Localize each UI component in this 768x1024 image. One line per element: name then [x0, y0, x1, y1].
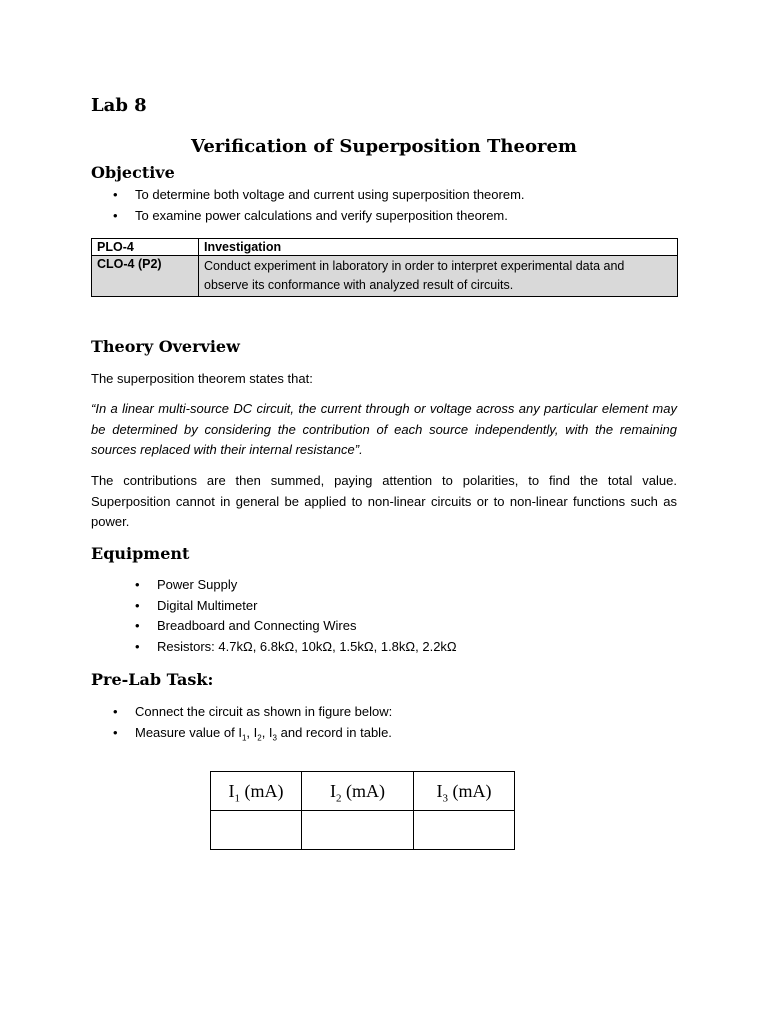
table-header-row	[211, 772, 515, 811]
prelab-item	[91, 723, 392, 744]
header-subscript: 2	[336, 792, 342, 805]
objective-item: • To examine power calculations and verify superposition theorem.	[91, 206, 525, 227]
column-header	[414, 772, 515, 811]
equipment-list	[113, 575, 457, 657]
header-symbol: I	[228, 780, 235, 801]
table-row	[92, 256, 678, 297]
table-row	[211, 811, 515, 850]
header-unit: (mA)	[341, 780, 385, 801]
table-cell	[211, 811, 302, 850]
subscript: 3	[272, 733, 277, 743]
table-row	[92, 239, 678, 256]
theory-quote: “In a linear multi-source DC circuit, the current through or voltage across any particular element may be determined by considering the contribution of each source independently, with the remaining sources replaced with their internal resistance”.	[91, 401, 677, 457]
prelab-text: and record in table.	[277, 724, 392, 740]
theory-body: The contributions are then summed, paying attention to polarities, to find the total value. Superposition cannot in general be applied to non-linear circuits or to non-linear functions such as power.	[91, 473, 677, 529]
header-unit: (mA)	[448, 780, 492, 801]
equipment-item: • Resistors: 4.7kΩ, 6.8kΩ, 10kΩ, 1.5kΩ, 1.8kΩ, 2.2kΩ	[113, 637, 457, 658]
objective-heading: Objective	[91, 163, 175, 182]
subscript: 2	[257, 733, 262, 743]
equipment-item: • Breadboard and Connecting Wires	[113, 616, 457, 637]
outcomes-table	[91, 238, 678, 297]
document-title: Verification of Superposition Theorem	[191, 136, 577, 157]
table-cell	[302, 811, 414, 850]
equipment-heading: Equipment	[91, 544, 190, 563]
column-header	[211, 772, 302, 811]
subscript: 1	[241, 733, 247, 743]
prelab-text: , I	[246, 724, 258, 740]
outcome-text: Conduct experiment in laboratory in order to interpret experimental data and observe its conformance with analyzed result of circuits.	[199, 256, 678, 297]
objective-list	[91, 185, 525, 226]
prelab-list	[91, 702, 392, 743]
header-subscript: 1	[234, 792, 240, 805]
theory-intro: The superposition theorem states that:	[91, 371, 313, 386]
header-symbol: I	[436, 780, 443, 801]
prelab-heading: Pre-Lab Task:	[91, 670, 214, 689]
outcome-code: PLO-4	[92, 239, 199, 256]
column-header	[302, 772, 414, 811]
equipment-item: • Digital Multimeter	[113, 596, 457, 617]
prelab-text: Measure value of I	[135, 724, 242, 740]
header-subscript: 3	[442, 792, 448, 805]
lab-label: Lab 8	[91, 95, 147, 116]
header-symbol: I	[330, 780, 336, 801]
prelab-text: , I	[261, 724, 273, 740]
theory-heading: Theory Overview	[91, 337, 240, 356]
header-unit: (mA)	[240, 780, 284, 801]
outcome-text: Investigation	[199, 239, 678, 256]
outcome-code: CLO-4 (P2)	[92, 256, 199, 297]
equipment-item: • Power Supply	[113, 575, 457, 596]
objective-item: • To determine both voltage and current using superposition theorem.	[91, 185, 525, 206]
prelab-item: • Connect the circuit as shown in figure below:	[91, 702, 392, 723]
table-cell	[414, 811, 515, 850]
measurement-table	[210, 771, 515, 850]
